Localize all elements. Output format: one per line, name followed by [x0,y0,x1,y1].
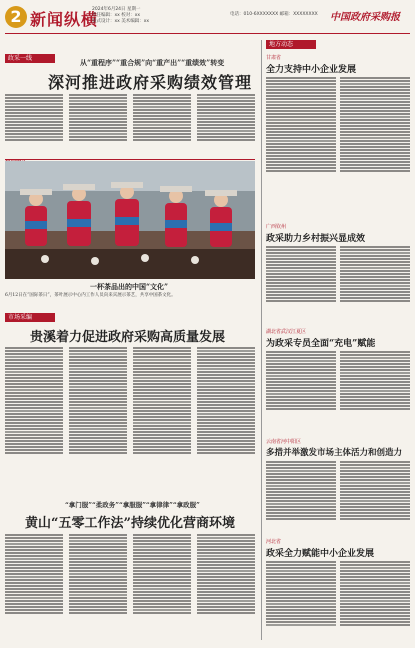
meta-line: 版式设计：xx 美术编辑：xx [92,19,150,24]
article-2-body [5,346,255,455]
article-3-body [5,533,255,615]
page-number: 2 [10,7,22,26]
photo-caption-title: 一杯茶品出的中国“文化” [90,282,169,291]
page-number-badge [5,6,27,28]
right-headline-1: 全力支持中小企业发展 [266,65,357,75]
right-section-tag [266,40,316,49]
article-2-headline: 贵溪着力促进政府采购高质量发展 [30,330,226,345]
right-headline-3: 为政采专员全面“充电”赋能 [266,339,376,349]
right-region-5: 河北省 [266,539,282,545]
section-tag-label: 市场采编 [5,313,55,322]
right-region-4: 云南省河中阳区 [266,439,302,445]
header-rule [5,33,410,34]
photo-caption: 6月12日在“国际茶日”，茶叶展示中心内工作人员向来宾展示茶艺，共享中国茶文化。 [5,293,176,298]
header-meta [92,7,149,25]
right-body-1 [266,76,410,173]
section-title: 新闻纵横 [30,10,99,29]
right-region-3: 湖北省武汉江夏区 [266,329,307,335]
article-3-headline: 黄山“五零工作法”持续优化营商环境 [25,516,235,531]
section-tag-label: 政采一线 [5,54,55,63]
article-3-kicker: “拿门服”“柔政务”“拿服服”“拿律律”“拿政服” [65,501,200,509]
column-divider [261,40,262,640]
right-region-1: 甘肃省 [266,55,282,61]
article-1-headline: 深河推进政府采购绩效管理 [48,73,253,92]
masthead: 中国政府采购报 [330,12,400,23]
right-body-3 [266,350,410,411]
right-headline-5: 政采全力赋能中小企业发展 [266,549,375,559]
right-body-5 [266,560,410,627]
right-body-2 [266,245,410,303]
right-body-4 [266,460,410,521]
article-1-body [5,93,255,142]
right-region-2: 广西钦州 [266,224,287,230]
meta-line: 2024年6月24日 星期一 [92,7,141,12]
photo-news-label [5,150,255,160]
page-header [0,0,415,46]
header-right-meta: 电话：010-6XXXXXXX 邮箱：XXXXXXXX [230,12,318,17]
section-tag-label: 地方动态 [266,40,316,49]
meta-line: 责任编辑：xx 校对：xx [92,13,141,18]
right-headline-4: 多措并举激发市场主体活力和创造力 [266,448,403,458]
article-1-kicker: 从“重程序”“重合规”向“重产出”“重绩效”转变 [80,58,225,67]
left-section-tag [5,54,55,63]
photo-illustration [5,161,255,279]
left-section-tag-2 [5,313,55,322]
right-headline-2: 政采助力乡村振兴显成效 [266,234,366,244]
photo-news-image [5,161,255,279]
